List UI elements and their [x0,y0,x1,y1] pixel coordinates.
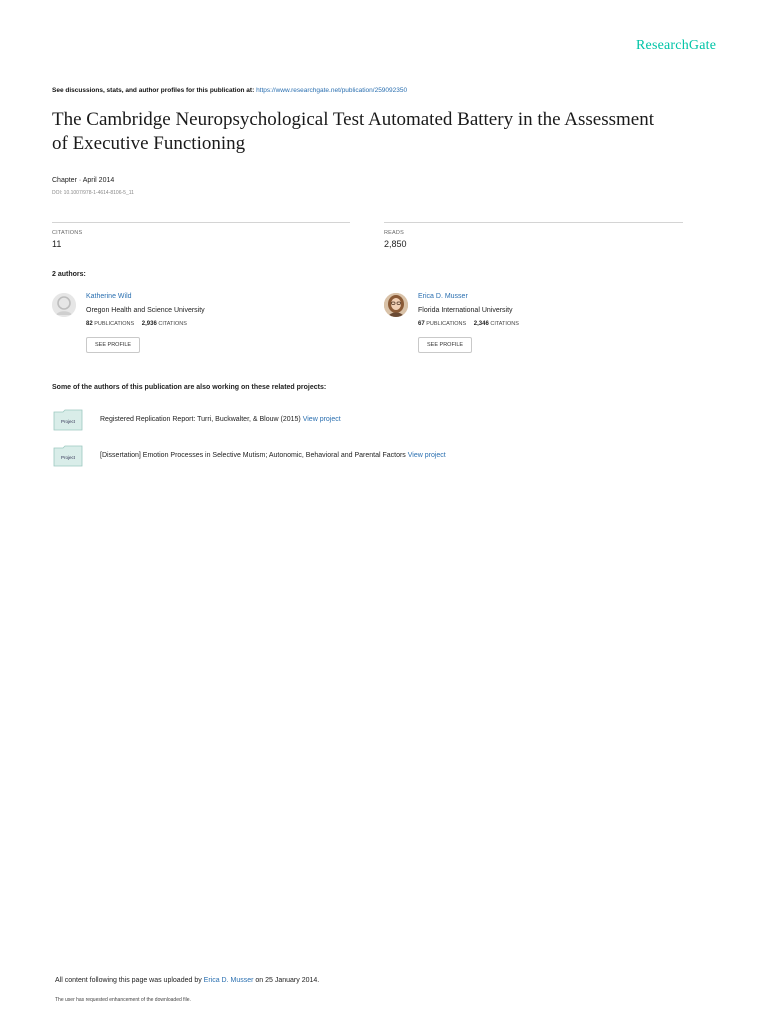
author-publications-count: 82 [86,321,93,327]
publication-type-date: Chapter · April 2014 [52,177,115,184]
reads-count: 2,850 [384,239,407,249]
project-title: Registered Replication Report: Turri, Buckwalter, & Blouw (2015) [100,416,303,423]
project-folder-icon [53,409,83,431]
citations-divider [52,222,350,223]
user-icon [52,293,76,317]
discussion-notice [52,87,407,94]
view-project-link[interactable]: View project [302,416,341,423]
author-photo-icon [384,293,408,317]
author-citations-count: 2,346 [473,321,489,327]
see-profile-button[interactable]: SEE PROFILE [418,337,472,353]
project-folder-icon [53,445,83,467]
see-profile-button[interactable]: SEE PROFILE [86,337,140,353]
citations-count: 11 [52,239,62,249]
author-affiliation: Florida International University [418,307,513,314]
view-project-link[interactable]: View project [407,452,446,459]
author-name-link[interactable]: Katherine Wild [86,293,132,300]
projects-heading: Some of the authors of this publication are also working on these related projects: [52,384,327,391]
author-metrics [86,321,187,327]
author-metrics [418,321,519,327]
project-icon-label: Project [60,419,76,424]
author-affiliation: Oregon Health and Science University [86,307,205,314]
upload-notice-prefix: All content following this page was uploaded by [55,977,204,984]
author-avatar-placeholder[interactable] [52,293,76,317]
discussion-notice-text: See discussions, stats, and author profiles for this publication at: [52,87,257,94]
author-avatar-photo[interactable] [384,293,408,317]
author-publications-count: 67 [418,321,425,327]
upload-notice-suffix: on 25 January 2014. [253,977,320,984]
project-item [100,416,341,423]
enhancement-note: The user has requested enhancement of the downloaded file. [55,997,191,1003]
reads-divider [384,222,683,223]
publication-title: The Cambridge Neuropsychological Test Automated Battery in the Assessment of Executive Functioning [52,109,654,154]
project-icon-label: Project [60,455,76,460]
author-citations-label: CITATIONS [490,321,519,327]
reads-label: READS [384,230,404,236]
project-title: [Dissertation] Emotion Processes in Selective Mutism; Autonomic, Behavioral and Parental Factors [100,452,408,459]
author-citations-label: CITATIONS [158,321,187,327]
author-citations-count: 2,936 [141,321,157,327]
authors-heading: 2 authors: [52,271,86,278]
citations-label: CITATIONS [52,230,83,236]
project-item [100,452,446,459]
author-publications-label: PUBLICATIONS [94,321,135,327]
uploader-link[interactable]: Erica D. Musser [203,977,254,984]
publication-doi: DOI: 10.1007/978-1-4614-8106-5_11 [52,190,134,196]
author-publications-label: PUBLICATIONS [426,321,467,327]
publication-url-link[interactable]: https://www.researchgate.net/publication/259092350 [256,87,408,94]
researchgate-logo[interactable]: ResearchGate [636,38,717,53]
upload-notice [55,977,319,984]
author-name-link[interactable]: Erica D. Musser [418,293,468,300]
